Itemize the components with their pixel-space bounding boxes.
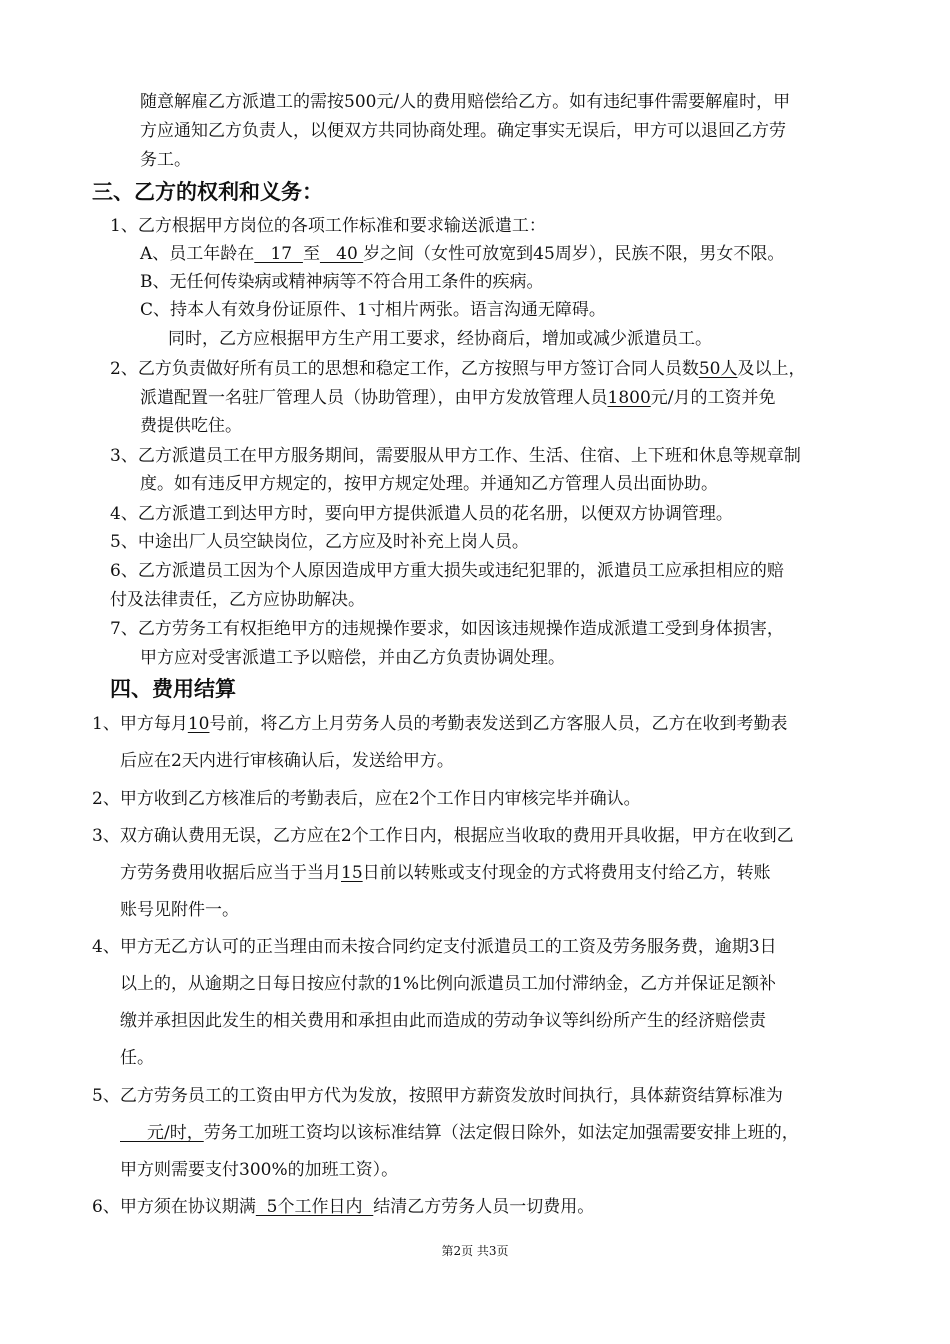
page-number-footer: 第2页 共3页 (441, 1244, 509, 1258)
s4-item4-line-3: 缴并承担因此发生的相关费用和承担由此而造成的劳动争议等纠纷所产生的经济赔偿责 (120, 1011, 766, 1031)
s4-item4-line-4: 任。 (120, 1048, 154, 1068)
s3-item2-line-2 (140, 386, 776, 410)
s4-item3-line-3: 账号见附件一。 (120, 900, 239, 920)
s4-item1-post: 号前，将乙方上月劳务人员的考勤表发送到乙方客服人员，乙方在收到考勤表 (209, 714, 788, 734)
s3-item2-l1-pre: 2、乙方负责做好所有员工的思想和稳定工作，乙方按照与甲方签订合同人员数 (110, 359, 699, 379)
s4-item5-post: 劳务工加班工资均以该标准结算（法定假日除外，如法定加强需要安排上班的， (203, 1123, 799, 1143)
s4-item2: 2、甲方收到乙方核准后的考勤表后，应在2个工作日内审核完毕并确认。 (92, 789, 641, 809)
s4-item5-line-1: 5、乙方劳务员工的工资由甲方代为发放，按照甲方薪资发放时间执行，具体薪资结算标准为 (92, 1086, 783, 1106)
s3-item1-a-post: 岁之间（女性可放宽到45周岁），民族不限，男女不限。 (363, 244, 785, 264)
s3-item5: 5、中途出厂人员空缺岗位，乙方应及时补充上岗人员。 (110, 532, 529, 552)
s3-item6-line-1: 6、乙方派遣员工因为个人原因造成甲方重大损失或违纪犯罪的，派遣员工应承担相应的赔 (110, 561, 784, 581)
s3-item2-line-3: 费提供吃住。 (140, 416, 242, 436)
s4-item3-day: 15 (341, 863, 363, 883)
s3-item3-line-2: 度。如有违反甲方规定的，按甲方规定处理。并通知乙方管理人员出面协助。 (140, 474, 718, 494)
s3-item6-line-2: 付及法律责任，乙方应协助解决。 (110, 590, 365, 610)
s4-item1-day: 10 (187, 714, 210, 734)
s4-item4-line-1: 4、甲方无乙方认可的正当理由而未按合同约定支付派遣员工的工资及劳务服务费，逾期3日 (92, 937, 777, 957)
s3-item1-a (140, 242, 784, 266)
s3-item2-l2-post: 元/月的工资并免 (650, 388, 776, 408)
s4-item1-line-2: 后应在2天内进行审核确认后，发送给甲方。 (120, 751, 454, 771)
s3-item7-line-2: 甲方应对受害派遣工予以赔偿，并由乙方负责协调处理。 (140, 648, 565, 668)
s4-item6 (92, 1195, 594, 1219)
intro-line-3: 务工。 (140, 150, 191, 170)
section-3-heading: 三、乙方的权利和义务： (92, 180, 323, 204)
section-4-heading: 四、费用结算 (110, 677, 236, 701)
s4-item3-post: 日前以转账或支付现金的方式将费用支付给乙方，转账 (362, 863, 771, 883)
s3-item1-a-mid: 至 (302, 244, 320, 264)
s4-item5-line-2 (120, 1121, 799, 1145)
s3-item3-line-1: 3、乙方派遣员工在甲方服务期间，需要服从甲方工作、生活、住宿、上下班和休息等规章制 (110, 446, 801, 466)
s4-item6-post: 结清乙方劳务人员一切费用。 (373, 1197, 595, 1217)
s4-item5-line-3: 甲方则需要支付300%的加班工资）。 (120, 1160, 399, 1180)
s3-item7-line-1: 7、乙方劳务工有权拒绝甲方的违规操作要求，如因该违规操作造成派遣工受到身体损害， (110, 619, 784, 639)
s3-item1-c: C、持本人有效身份证原件、1寸相片两张。语言沟通无障碍。 (140, 300, 606, 320)
s3-item1-a-pre: A、员工年龄在 (140, 244, 255, 264)
s4-item6-pre: 6、甲方须在协议期满 (92, 1197, 256, 1217)
s4-item1-pre: 1、甲方每月 (92, 714, 188, 734)
s3-item2-line-1 (110, 357, 805, 381)
intro-line-1: 随意解雇乙方派遣工的需按500元/人的费用赔偿给乙方。如有违纪事件需要解雇时，甲 (140, 92, 791, 112)
s4-item6-deadline: 5个工作日内 (255, 1197, 374, 1217)
s3-item1-b: B、无任何传染病或精神病等不符合用工条件的疾病。 (140, 272, 544, 292)
s3-item4: 4、乙方派遣工到达甲方时，要向甲方提供派遣人员的花名册，以便双方协调管理。 (110, 504, 733, 524)
s3-item1-a-min-age: 17 (254, 244, 303, 264)
s3-item2-l1-post: 及以上， (737, 359, 806, 379)
s3-item1-note: 同时，乙方应根据甲方生产用工要求，经协商后，增加或减少派遣员工。 (168, 329, 712, 349)
intro-line-2: 方应通知乙方负责人，以便双方共同协商处理。确定事实无误后，甲方可以退回乙方劳 (140, 121, 786, 141)
s3-item2-l2-pre: 派遣配置一名驻厂管理人员（协助管理），由甲方发放管理人员 (140, 388, 608, 408)
s4-item1-line-1 (92, 712, 787, 736)
s3-item1: 1、乙方根据甲方岗位的各项工作标准和要求输送派遣工： (110, 216, 546, 236)
s3-item2-headcount: 50人 (698, 359, 738, 379)
s3-item1-a-max-age: 40 (319, 244, 364, 264)
s4-item3-line-1: 3、双方确认费用无误，乙方应在2个工作日内，根据应当收取的费用开具收据，甲方在收到乙 (92, 826, 794, 846)
s4-item5-rate: 元/时， (120, 1123, 204, 1143)
s4-item4-line-2: 以上的，从逾期之日每日按应付款的1%比例向派遣员工加付滞纳金，乙方并保证足额补 (120, 974, 776, 994)
s4-item3-line-2 (120, 861, 771, 885)
s4-item3-pre: 方劳务费用收据后应当于当月 (120, 863, 341, 883)
s3-item2-salary: 1800 (607, 388, 651, 408)
